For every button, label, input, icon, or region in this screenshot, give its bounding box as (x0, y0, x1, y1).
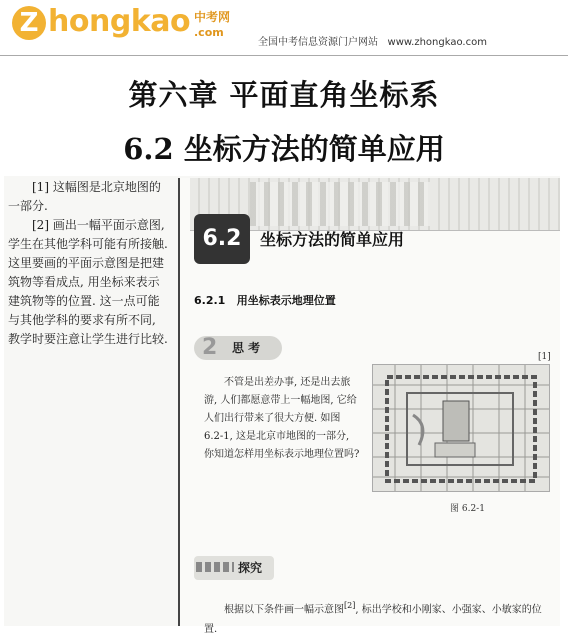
think-number: 2 (202, 335, 218, 360)
section-title: 6.2 坐标方法的简单应用 (123, 132, 445, 166)
explore-task (204, 596, 554, 640)
task-text: 根据以下条件画一幅示意图 (224, 604, 344, 616)
subsection-heading: 6.2.1 用坐标表示地理位置 (194, 294, 336, 307)
logo-cn-text: 中考网 (194, 10, 231, 24)
think-text: 不管是出差办事, 还是出去旅游, 人们都愿意带上一幅地图, 它给人们出行带来了很大方便. 如图 6.2-1, 这是北京市地图的一部分, 你知道怎样用坐标表示地理位置吗? (204, 377, 360, 460)
logo-circle-letter: Z (12, 6, 46, 40)
site-logo[interactable] (8, 4, 248, 48)
chapter-title: 第六章 平面直角坐标系 (128, 78, 440, 112)
scanned-page (4, 176, 560, 636)
explore-label-box (194, 556, 274, 580)
teacher-note: [2] 画出一幅平面示意图, 学生在其他学科可能有所接触. 这里要画的平面示意图是把建筑物等看成点, 用坐标来表示建筑物等的位置. 这一点可能与其他学科的要求有所不同, 教学时要注意让学生进行比较. (8, 218, 168, 346)
logo-wordmark: hongkao (48, 4, 191, 39)
gate-building-image (250, 182, 430, 226)
explore-label: 探究 (238, 561, 263, 575)
textbook-page (178, 178, 560, 636)
think-paragraph (204, 374, 362, 464)
explore-icon (196, 562, 234, 572)
beijing-map-image (372, 364, 550, 492)
logo-com-text: .com (194, 26, 224, 39)
figure-caption: 图 6.2-1 (450, 504, 485, 514)
task-paragraph (204, 596, 554, 640)
task-text-rest: , 标出学校和小刚家、小强家、小敏家的位置. (204, 604, 542, 636)
map-illustration (373, 365, 549, 491)
teacher-note: [1] 这幅图是北京地图的一部分. (8, 180, 161, 213)
header-divider (0, 55, 568, 56)
task-note-mark: [2] (344, 601, 356, 610)
site-tagline: 全国中考信息资源门户网站 www.zhongkao.com (258, 37, 487, 48)
textbook-section-title: 坐标方法的简单应用 (260, 230, 405, 249)
think-label: 思 考 (232, 341, 261, 355)
section-badge: 6.2 (194, 214, 250, 264)
teacher-notes (8, 178, 168, 349)
note-mark: [1] (538, 352, 551, 362)
think-label-box (194, 336, 282, 360)
